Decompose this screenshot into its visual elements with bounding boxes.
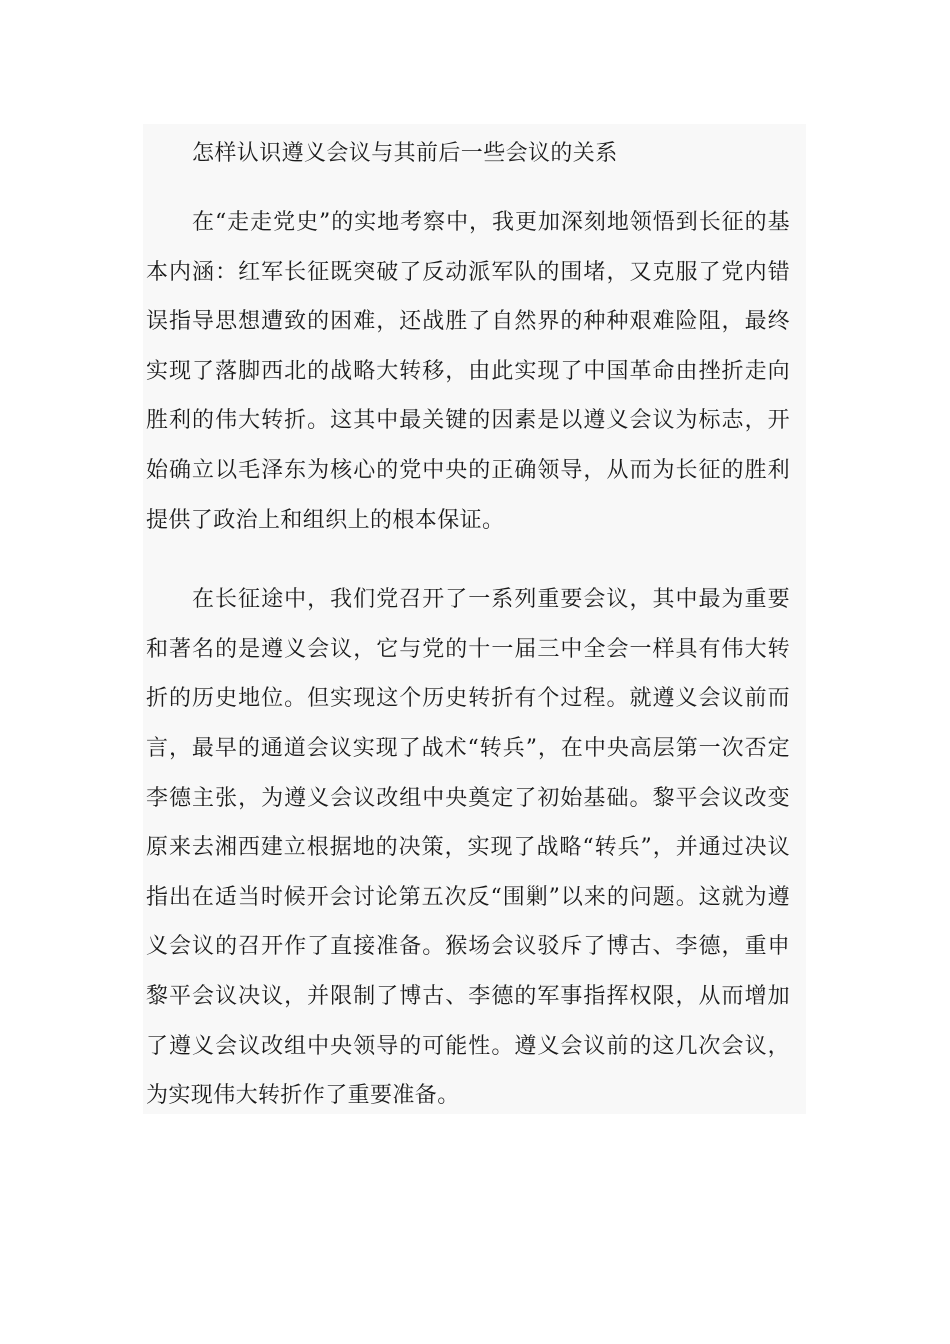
- paragraph-zunyi-meetings: 在长征途中，我们党召开了一系列重要会议，其中最为重要和著名的是遵义会议，它与党的十一届三中全会一样具有伟大转折的历史地位。但实现这个历史转折有个过程。就遵义会议前而言，最早的通道会议实现了战术“转兵”，在中央高层第一次否定李德主张，为遵义会议改组中央奠定了初始基础。黎平会议改变原来去湘西建立根据地的决策，实现了战略“转兵”，并通过决议指出在适当时候开会讨论第五次反“围剿”以来的问题。这就为遵义会议的召开作了直接准备。猴场会议驳斥了博古、李德，重申黎平会议决议，并限制了博古、李德的军事指挥权限，从而增加了遵义会议改组中央领导的可能性。遵义会议前的这几次会议，为实现伟大转折作了重要准备。: [146, 587, 790, 1109]
- document-title: 怎样认识遵义会议与其前后一些会议的关系: [192, 141, 618, 166]
- paragraph-long-march-meaning: 在“走走党史”的实地考察中，我更加深刻地领悟到长征的基本内涵：红军长征既突破了反动派军队的围堵，又克服了党内错误指导思想遭致的困难，还战胜了自然界的种种艰难险阻，最终实现了落脚西北的战略大转移，由此实现了中国革命由挫折走向胜利的伟大转折。这其中最关键的因素是以遵义会议为标志，开始确立以毛泽东为核心的党中央的正确领导，从而为长征的胜利提供了政治上和组织上的根本保证。: [146, 210, 790, 533]
- document-content: [143, 124, 806, 1114]
